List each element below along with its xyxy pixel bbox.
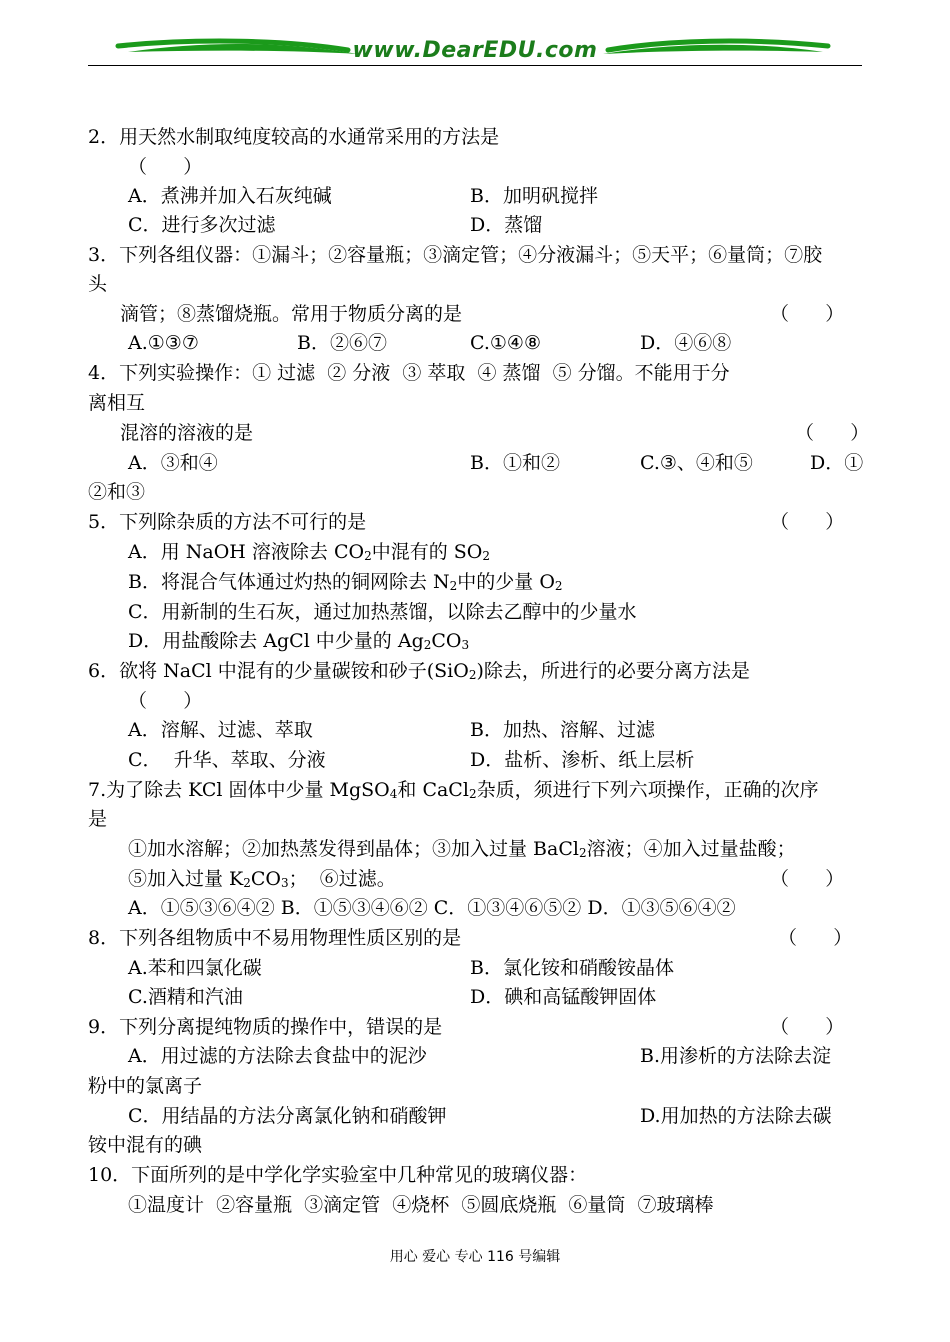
- q3-stem-line2: 头: [88, 273, 108, 295]
- q10-stem: 10．下面所列的是中学化学实验室中几种常见的玻璃仪器：: [88, 1164, 588, 1186]
- q5-option-c: C．用新制的生石灰，通过加热蒸馏，以除去乙醇中的少量水: [128, 601, 637, 623]
- q7-stem-line2: 是: [88, 808, 108, 830]
- q5-option-b: B．将混合气体通过灼热的铜网除去 $N_2$中的少量 $O_2$: [128, 571, 563, 593]
- q3-option-b: B．②⑥⑦: [297, 332, 387, 354]
- q6-option-b: B．加热、溶解、过滤: [470, 719, 655, 741]
- q7-paren: （ ）: [770, 868, 845, 890]
- q5-stem: 5．下列除杂质的方法不可行的是: [88, 511, 367, 533]
- q3-option-c: C.①④⑧: [470, 332, 541, 354]
- q6-stem: 6．欲将 NaCl 中混有的少量碳铵和砂子(SiO$_2$)除去，所进行的必要分离方法是: [88, 660, 750, 682]
- q8-option-c: C.酒精和汽油: [128, 986, 243, 1008]
- q8-stem: 8．下列各组物质中不易用物理性质区别的是: [88, 927, 462, 949]
- q4-stem-line2: 离相互: [88, 392, 146, 414]
- q4-option-b: B．①和②: [470, 452, 560, 474]
- q7-operations-line1: ①加水溶解；②加热蒸发得到晶体；③加入过量 BaCl$_2$溶液；④加入过量盐酸；: [128, 838, 796, 860]
- q6-option-d: D．盐析、渗析、纸上层析: [470, 749, 695, 771]
- q2-option-a: A．煮沸并加入石灰纯碱: [128, 185, 332, 207]
- header-rule: [88, 65, 862, 66]
- q4-paren: （ ）: [795, 422, 870, 444]
- q9-option-a: A．用过滤的方法除去食盐中的泥沙: [128, 1045, 427, 1067]
- q3-paren: （ ）: [770, 303, 845, 325]
- q3-stem-line1: 3．下列各组仪器：①漏斗；②容量瓶；③滴定管；④分液漏斗；⑤天平；⑥量筒；⑦胶: [88, 244, 823, 266]
- q7-stem: 7.为了除去 KCl 固体中少量 MgSO$_4$和 CaCl$_2$杂质，须进行下列六项操作，正确的次序: [88, 779, 819, 801]
- q9-option-d: D.用加热的方法除去碳: [640, 1105, 832, 1127]
- q2-paren: （ ）: [128, 156, 203, 178]
- site-brand: www.DearEDU.com: [352, 38, 598, 63]
- q3-option-d: D．④⑥⑧: [640, 332, 732, 354]
- q4-option-c: C.③、④和⑤: [640, 452, 753, 474]
- q8-option-a: A.苯和四氯化碳: [128, 957, 262, 979]
- q7-options: A．①⑤③⑥④② B．①⑤③④⑥② C．①③④⑥⑤② D．①③⑤⑥④②: [128, 897, 736, 919]
- q8-option-b: B．氯化铵和硝酸铵晶体: [470, 957, 674, 979]
- q5-paren: （ ）: [770, 511, 845, 533]
- q9-option-d-cont: 铵中混有的碘: [88, 1134, 203, 1156]
- q2-option-d: D．蒸馏: [470, 214, 543, 236]
- q4-option-d: D．①: [810, 452, 864, 474]
- q6-paren: （ ）: [128, 690, 203, 712]
- q3-stem-line3: 滴管；⑧蒸馏烧瓶。常用于物质分离的是: [120, 303, 463, 325]
- q4-option-d-cont: ②和③: [88, 481, 146, 503]
- q9-option-b: B.用渗析的方法除去淀: [640, 1045, 832, 1067]
- q9-stem: 9．下列分离提纯物质的操作中，错误的是: [88, 1016, 443, 1038]
- q6-option-a: A．溶解、过滤、萃取: [128, 719, 313, 741]
- q2-stem: 2．用天然水制取纯度较高的水通常采用的方法是: [88, 126, 500, 148]
- q8-option-d: D．碘和高锰酸钾固体: [470, 986, 657, 1008]
- header-banner: [88, 30, 862, 70]
- q4-stem-line1: 4．下列实验操作：① 过滤 ② 分液 ③ 萃取 ④ 蒸馏 ⑤ 分馏。不能用于分: [88, 362, 730, 384]
- q8-paren: （ ）: [778, 927, 853, 949]
- page-footer: 用心 爱心 专心 116 号编辑: [389, 1249, 561, 1265]
- q5-option-a: A．用 NaOH 溶液除去 $CO_2$中混有的 $SO_2$: [128, 541, 490, 563]
- q5-option-d: D．用盐酸除去 AgCl 中少量的 $Ag_2CO_3$: [128, 630, 470, 652]
- q2-option-c: C．进行多次过滤: [128, 214, 276, 236]
- q9-paren: （ ）: [770, 1016, 845, 1038]
- q6-option-c: C． 升华、萃取、分液: [128, 749, 326, 771]
- q4-option-a: A．③和④: [128, 452, 218, 474]
- q9-option-c: C．用结晶的方法分离氯化钠和硝酸钾: [128, 1105, 447, 1127]
- q10-items: ①温度计 ②容量瓶 ③滴定管 ④烧杯 ⑤圆底烧瓶 ⑥量筒 ⑦玻璃棒: [128, 1194, 714, 1216]
- q3-option-a: A.①③⑦: [128, 332, 199, 354]
- q2-option-b: B．加明矾搅拌: [470, 185, 598, 207]
- q7-operations-line2: ⑤加入过量 $K_2CO_3$； ⑥过滤。: [128, 868, 396, 890]
- q4-stem-line3: 混溶的溶液的是: [120, 422, 254, 444]
- q9-option-b-cont: 粉中的氯离子: [88, 1075, 203, 1097]
